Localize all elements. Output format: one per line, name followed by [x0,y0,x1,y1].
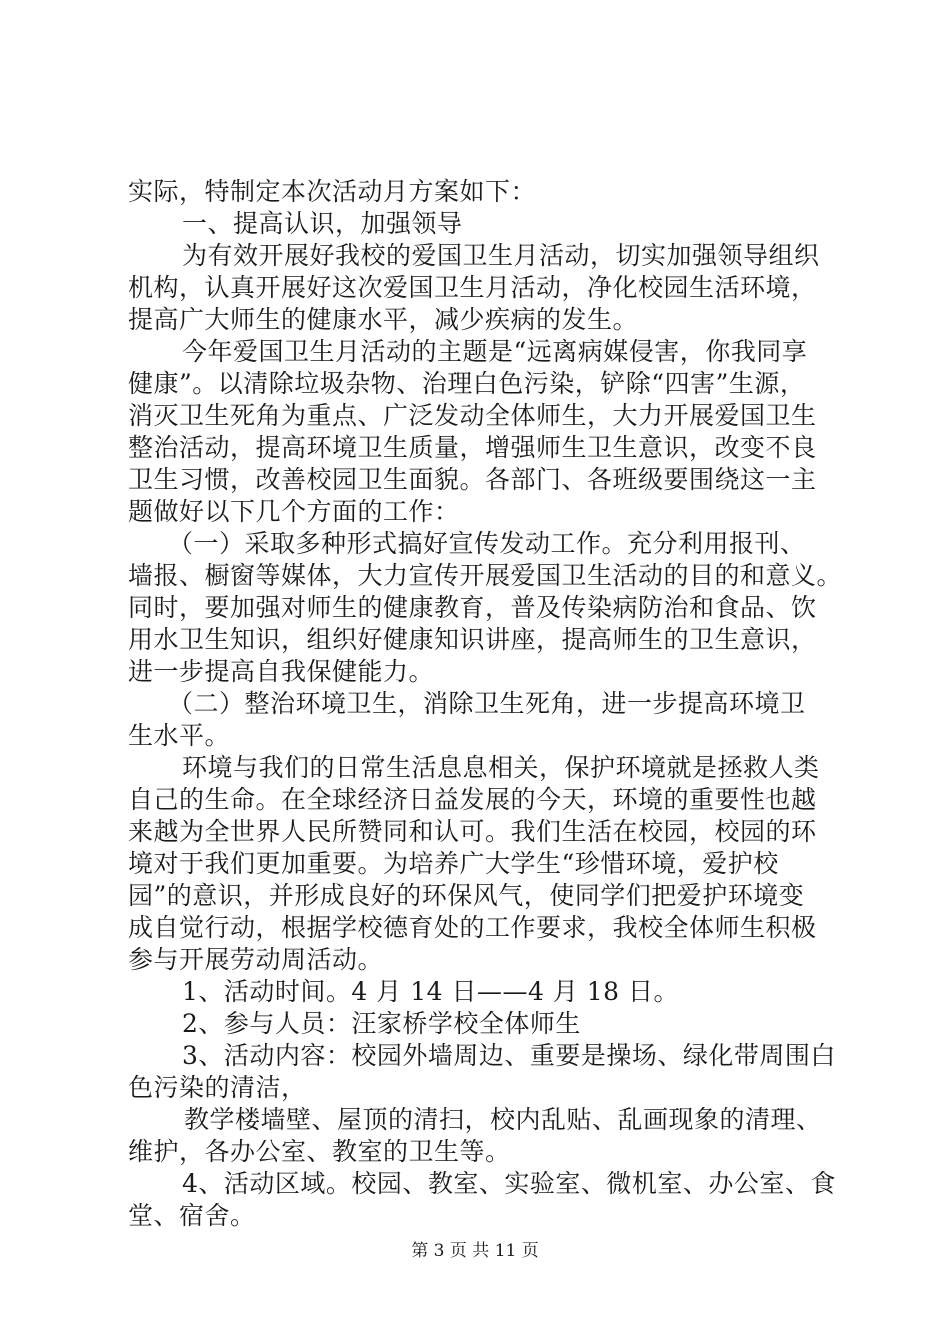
text-line: 教学楼墙壁、屋顶的清扫，校内乱贴、乱画现象的清理、 [184,1105,822,1134]
text-line: 成自觉行动，根据学校德育处的工作要求，我校全体师生积极 [128,913,817,942]
text-line: 自己的生命。在全球经济日益发展的今天，环境的重要性也越 [128,785,817,814]
text-line: 维护，各办公室、教室的卫生等。 [128,1137,511,1166]
document-body [128,176,843,1232]
text-line: 环境与我们的日常生活息息相关，保护环境就是拯救人类 [182,753,820,782]
text-line: 用水卫生知识，组织好健康知识讲座，提高师生的卫生意识， [128,625,817,654]
text-line: 题做好以下几个方面的工作： [128,497,460,526]
section-heading: 一、提高认识，加强领导 [182,209,463,238]
text-line: 健康”。以清除垃圾杂物、治理白色污染，铲除“四害”生源， [128,369,806,398]
text-line: 进一步提高自我保健能力。 [128,657,435,686]
text-line: 消灭卫生死角为重点、广泛发动全体师生，大力开展爱国卫生 [128,401,817,430]
list-item: 4、活动区域。校园、教室、实验室、微机室、办公室、食 [182,1169,836,1198]
text-line: 卫生习惯，改善校园卫生面貌。各部门、各班级要围绕这一主 [128,465,817,494]
list-item: 2、参与人员：汪家桥学校全体师生 [182,1009,581,1038]
text-line: 整治活动，提高环境卫生质量，增强师生卫生意识，改变不良 [128,433,817,462]
text-line: 参与开展劳动周活动。 [128,945,384,974]
text-line: 园”的意识，并形成良好的环保风气，使同学们把爱护环境变 [128,881,805,910]
text-line: 墙报、橱窗等媒体，大力宣传开展爱国卫生活动的目的和意义。 [128,561,843,590]
text-line: 提高广大师生的健康水平，减少疾病的发生。 [128,305,639,334]
subsection-heading: （一）采取多种形式搞好宣传发动工作。充分利用报刊、 [168,529,806,558]
text-line: 堂、宿舍。 [128,1201,256,1230]
text-line: 实际，特制定本次活动月方案如下： [128,177,537,206]
text-line: 机构，认真开展好这次爱国卫生月活动，净化校园生活环境， [128,273,817,302]
text-line: 生水平。 [128,721,231,750]
text-line: 色污染的清洁， [128,1073,307,1102]
text-line: 同时，要加强对师生的健康教育，普及传染病防治和食品、饮 [128,593,817,622]
text-line: 今年爱国卫生月活动的主题是“远离病媒侵害，你我同享 [182,337,808,366]
text-line: 来越为全世界人民所赞同和认可。我们生活在校园，校园的环 [128,817,817,846]
text-line: 为有效开展好我校的爱国卫生月活动，切实加强领导组织 [182,241,820,270]
list-item: 1、活动时间。4 月 14 日——4 月 18 日。 [182,977,680,1006]
page-number-footer: 第 3 页 共 11 页 [411,1241,539,1261]
list-item: 3、活动内容：校园外墙周边、重要是操场、绿化带周围白 [182,1041,836,1070]
subsection-heading: （二）整治环境卫生，消除卫生死角，进一步提高环境卫 [168,689,806,718]
text-line: 境对于我们更加重要。为培养广大学生“珍惜环境，爱护校 [128,849,779,878]
